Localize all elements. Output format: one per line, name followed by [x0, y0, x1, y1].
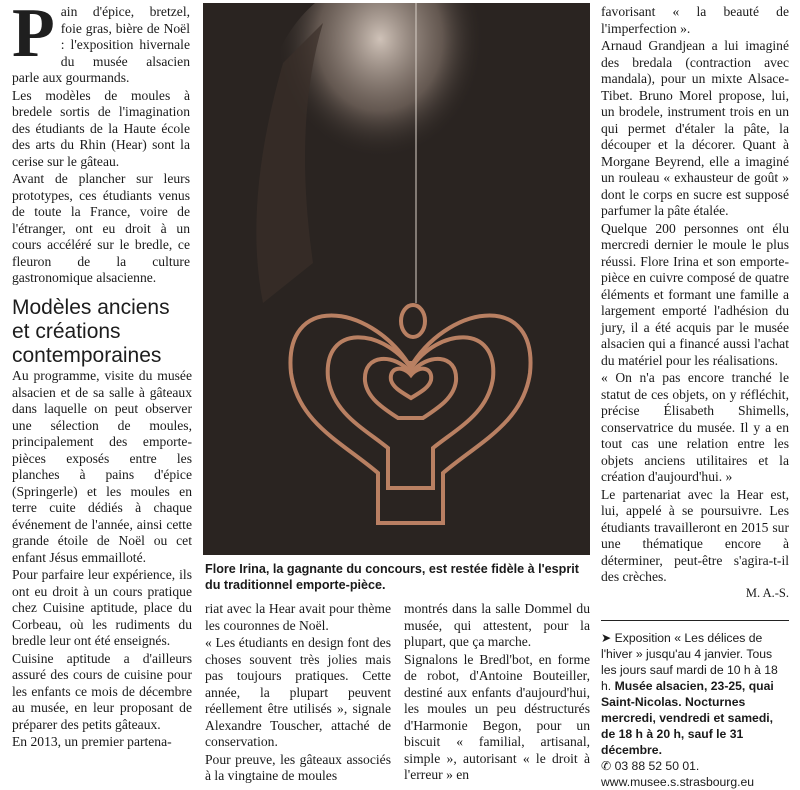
author-signature: M. A.-S.: [745, 585, 789, 600]
col2-paragraph-2: « Les étudiants en design font des choses souvent très jolies mais pas toujours pratiques. Cette année, la plupart peuvent réellement être utilisés », signale Alexandre Touscher, attaché de conservation.: [205, 635, 391, 749]
col2-paragraph-3: Pour preuve, les gâteaux associés à la vingtaine de moules: [205, 751, 391, 783]
intro-paragraph-1: [12, 0, 190, 87]
col4-paragraph-3: Quelque 200 personnes ont élu mercredi dernier le moule le plus réussi. Flore Irina et son emporte-pièce en cuivre composé de quatre éléments et formant une famille a largement emporté l'adhésion du jury, il a été acquis par le musée alsacien qui a financé aussi l'achat du matériel pour les réalisations.: [601, 220, 789, 368]
col1-paragraph-4: En 2013, un premier partena-: [12, 734, 172, 749]
column-1: [12, 368, 192, 751]
drop-cap: P: [12, 0, 55, 72]
col1-paragraph-1: Au programme, visite du musée alsacien et de sa salle à gâteaux dans laquelle on peut observer une sélection de moules, principalement des emporte-pièces exposés entre les planches à pains d'épice (Springerle) et les moules en terre cuite dédiés à chaque événement de l'année, ainsi cette grande étoile de Noël ou cet enfant Jésus emmailloté.: [12, 368, 192, 565]
col1-paragraph-2: Pour parfaire leur expérience, ils ont eu droit à un cours pratique chez Cuisine aptitude, place du Corbeau, où les rudiments du bredle leur ont été enseignés.: [12, 567, 192, 648]
infobox-phone-line: [601, 758, 789, 774]
photo-caption: Flore Irina, la gagnante du concours, est restée fidèle à l'esprit du traditionnel emporte-pièce.: [205, 562, 579, 592]
column-2: [205, 601, 391, 785]
col3-paragraph-1: montrés dans la salle Dommel du musée, qui attestent, pour la plupart, que ça marche.: [404, 601, 590, 649]
exhibition-infobox: [601, 630, 789, 790]
intro-column: [12, 0, 190, 287]
intro-paragraph-3: Avant de plancher sur leurs prototypes, ces étudiants venus de toute la France, voire de l'étranger, ont eu droit à un cours accéléré sur le bredle, ce fleuron de la culture gastronomique alsacienne.: [12, 171, 190, 285]
column-4: [601, 4, 789, 601]
photo-cookie-cutter: [203, 3, 590, 555]
infobox-location: Musée alsacien, 23-25, quai Saint-Nicolas. Nocturnes mercredi, vendredi et samedi, de 18 h à 20 h, sauf le 31 décembre.: [601, 679, 774, 757]
section-heading: Modèles anciens et créations contemporaines: [12, 296, 170, 367]
col4-paragraph-1: favorisant « la beauté de l'imperfection ».: [601, 4, 789, 36]
col4-paragraph-4: « On n'a pas encore tranché le statut de ces objets, on y réfléchit, précise Élisabeth Shimells, conservatrice du musée. Il y a en tout cas une relation entre les objets anciens utilitaires et la création d'aujourd'hui. »: [601, 370, 789, 484]
col4-paragraph-2: Arnaud Grandjean a lui imaginé des bredala (contraction avec mandala), pour un mixte Alsace-Tibet. Bruno Morel propose, lui, un brodele, instrument trois en un qui permet d'étaler la pâte, la découper et la décorer. Quant à Morgane Beyrend, elle a imaginé un rouleau « exhausteur de goût » dont le corps en sucre est supposé parfumer la pâte étalée.: [601, 38, 789, 218]
intro-text-1: ain d'épice, bretzel, foie gras, bière de Noël : l'exposition hivernale du musée alsacien parle aux gourmands.: [12, 4, 190, 85]
infobox-text: [601, 630, 789, 758]
infobox-dates: Exposition « Les délices de l'hiver » jusqu'au 4 janvier. Tous les jours sauf mardi de 10 h à 18 h.: [601, 631, 778, 693]
arrow-icon: ➤: [601, 631, 612, 645]
separator-line: [601, 620, 789, 621]
col3-paragraph-2: Signalons le Bredl'bot, en forme de robot, d'Antoine Bouteiller, destiné aux enfants d'aujourd'hui, les moules un peu déstructurés d'Harmonie Begon, pour un biscuit « familial, artisanal, simple », autorisant « le droit à l'erreur » en: [404, 651, 590, 782]
infobox-url[interactable]: www.musee.s.strasbourg.eu: [601, 775, 755, 789]
phone-icon: ✆: [601, 759, 612, 773]
col2-paragraph-1: riat avec la Hear avait pour thème les couronnes de Noël.: [205, 601, 391, 633]
col1-paragraph-3: Cuisine aptitude a d'ailleurs assuré des cours de cuisine pour les enfants ce mois de décembre au musée, en leur proposant de préparer des petits gâteaux.: [12, 650, 192, 732]
column-3: [404, 601, 590, 784]
col4-paragraph-5: Le partenariat avec la Hear est, lui, appelé à se poursuivre. Les étudiants travailleront en 2015 sur une thématique encore à déterminer, peut-être s'agira-t-il des crèches.: [601, 486, 789, 584]
copper-cookie-cutter-illustration: [203, 3, 590, 555]
infobox-phone: 03 88 52 50 01.: [614, 759, 700, 773]
intro-paragraph-2: Les modèles de moules à bredele sortis de l'imagination des étudiants de la Haute école des arts du Rhin (Hear) sont la cerise sur le gâteau.: [12, 87, 190, 169]
